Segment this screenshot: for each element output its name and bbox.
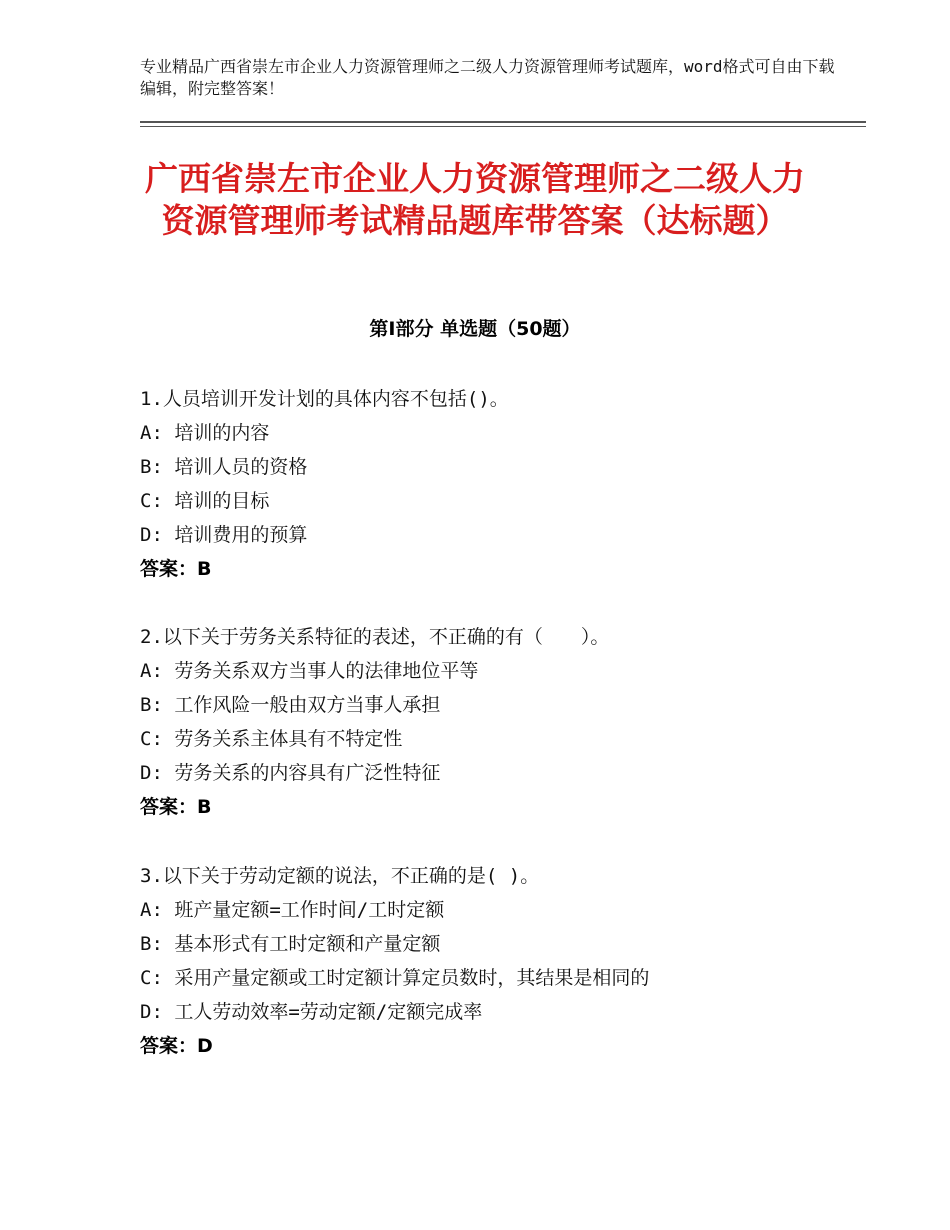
option-b: B: 基本形式有工时定额和产量定额 [140, 933, 441, 955]
document-title: 广西省崇左市企业人力资源管理师之二级人力资源管理师考试精品题库带答案（达标题） [145, 159, 805, 240]
answer-label: 答案：D [140, 1035, 213, 1057]
header-note: 专业精品广西省崇左市企业人力资源管理师之二级人力资源管理师考试题库，word格式可自由下载编辑，附完整答案！ [140, 57, 835, 98]
option-b: B: 培训人员的资格 [140, 456, 308, 478]
option-a: A: 班产量定额=工作时间/工时定额 [140, 899, 445, 921]
question-3 [140, 859, 860, 1063]
option-b: B: 工作风险一般由双方当事人承担 [140, 694, 441, 716]
answer-label: 答案：B [140, 558, 212, 580]
question-1 [140, 382, 860, 586]
header-divider-thin [140, 126, 866, 127]
option-c: C: 劳务关系主体具有不特定性 [140, 728, 403, 750]
option-c: C: 培训的目标 [140, 490, 270, 512]
section-heading: 第Ⅰ部分 单选题（50题） [369, 318, 581, 340]
header-divider-thick [140, 121, 866, 123]
question-stem: 2.以下关于劳务关系特征的表述，不正确的有（ ）。 [140, 626, 610, 648]
question-2 [140, 620, 860, 824]
option-c: C: 采用产量定额或工时定额计算定员数时，其结果是相同的 [140, 967, 650, 989]
question-stem: 1.人员培训开发计划的具体内容不包括()。 [140, 388, 509, 410]
option-d: D: 培训费用的预算 [140, 524, 308, 546]
option-d: D: 工人劳动效率=劳动定额/定额完成率 [140, 1001, 483, 1023]
question-stem: 3.以下关于劳动定额的说法，不正确的是( )。 [140, 865, 540, 887]
option-a: A: 劳务关系双方当事人的法律地位平等 [140, 660, 479, 682]
answer-label: 答案：B [140, 796, 212, 818]
option-a: A: 培训的内容 [140, 422, 270, 444]
option-d: D: 劳务关系的内容具有广泛性特征 [140, 762, 441, 784]
